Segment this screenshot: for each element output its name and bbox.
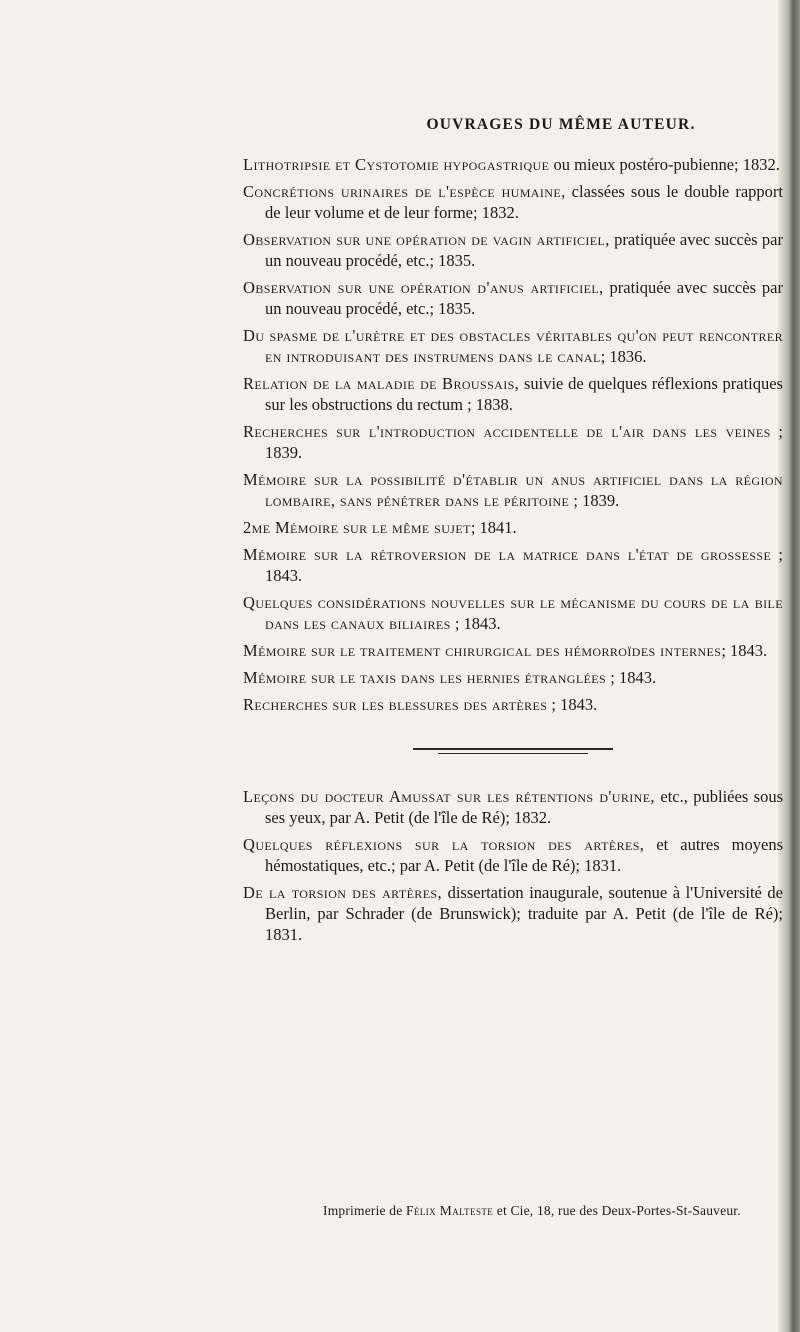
- work-details: ou mieux postéro-pubienne; 1832.: [549, 155, 780, 174]
- work-details: ; 1843.: [265, 545, 783, 585]
- work-details: pratiquée avec succès par un nouveau procédé, etc.; 1835.: [265, 278, 783, 318]
- related-works-list: [243, 786, 783, 951]
- work-entry: [243, 517, 783, 538]
- work-heading: Recherches sur les blessures des artères: [243, 695, 548, 714]
- divider-line-thick: [413, 748, 613, 750]
- work-heading: Observation sur une opération d'anus artificiel,: [243, 278, 604, 297]
- work-entry: [243, 640, 783, 661]
- work-heading: Relation de la maladie de Broussais,: [243, 374, 520, 393]
- work-heading: Du spasme de l'urètre et des obstacles véritables qu'on peut rencontrer en introduisant des instrumens dans le canal: [243, 326, 783, 366]
- work-heading: Mémoire sur la possibilité d'établir un anus artificiel dans la région lombaire, sans pénétrer dans le péritoine: [243, 470, 783, 510]
- printer-imprint: [323, 1203, 800, 1219]
- work-details: ; 1843.: [547, 695, 598, 714]
- work-heading: Quelques considérations nouvelles sur le mécanisme du cours de la bile dans les canaux biliaires: [243, 593, 783, 633]
- work-heading: Leçons du docteur Amussat sur les rétentions d'urine,: [243, 787, 655, 806]
- work-entry: [243, 229, 783, 271]
- work-heading: Quelques réflexions sur la torsion des artères,: [243, 835, 645, 854]
- work-entry: [243, 544, 783, 586]
- work-details: ; 1843.: [450, 614, 501, 633]
- works-list: [243, 154, 783, 721]
- work-details: ; 1843.: [606, 668, 657, 687]
- work-details: ; 1836.: [600, 347, 647, 366]
- work-heading: Observation sur une opération de vagin artificiel,: [243, 230, 610, 249]
- work-details: et autres moyens hémostatiques, etc.; par A. Petit (de l'île de Ré); 1831.: [265, 835, 783, 875]
- work-details: suivie de quelques réflexions pratiques sur les obstructions du rectum ; 1838.: [265, 374, 783, 414]
- imprint-printer: Félix Malteste: [406, 1203, 494, 1218]
- work-entry: [243, 694, 783, 715]
- work-details: dissertation inaugurale, soutenue à l'Université de Berlin, par Schrader (de Brunswick); traduite par A. Petit (de l'île de Ré); 1831.: [265, 883, 784, 944]
- work-entry: [243, 277, 783, 319]
- work-details: pratiquée avec succès par un nouveau procédé, etc.; 1835.: [265, 230, 783, 270]
- divider-line-thin: [438, 753, 588, 754]
- work-entry: [243, 469, 783, 511]
- page-title: OUVRAGES DU MÊME AUTEUR.: [426, 116, 696, 133]
- work-details: ; 1839.: [569, 491, 620, 510]
- work-details: ; 1843.: [721, 641, 768, 660]
- work-heading: Concrétions urinaires de l'espèce humaine,: [243, 182, 566, 201]
- imprint-suffix: et Cie, 18, rue des Deux-Portes-St-Sauveur.: [493, 1203, 741, 1218]
- work-heading: De la torsion des artères,: [243, 883, 443, 902]
- work-heading: Mémoire sur le traitement chirurgical des hémorroïdes internes: [243, 641, 722, 660]
- work-entry: [243, 592, 783, 634]
- work-entry: [243, 325, 783, 367]
- work-entry: [243, 667, 783, 688]
- work-heading: Mémoire sur le taxis dans les hernies étranglées: [243, 668, 607, 687]
- work-heading: Lithotripsie et Cystotomie hypogastrique: [243, 155, 550, 174]
- work-entry: [243, 373, 783, 415]
- section-divider: [413, 748, 613, 754]
- work-entry: [243, 154, 783, 175]
- work-entry: [243, 181, 783, 223]
- work-details: etc., publiées sous ses yeux, par A. Petit (de l'île de Ré); 1832.: [265, 787, 783, 827]
- work-entry: [243, 421, 783, 463]
- imprint-prefix: Imprimerie de: [323, 1203, 407, 1218]
- related-work-entry: [243, 786, 783, 828]
- work-details: ; 1839.: [265, 422, 783, 462]
- work-heading: Mémoire sur la rétroversion de la matrice dans l'état de grossesse: [243, 545, 772, 564]
- work-details: ; 1841.: [470, 518, 517, 537]
- related-work-entry: [243, 882, 783, 945]
- related-work-entry: [243, 834, 783, 876]
- work-heading: Recherches sur l'introduction accidentelle de l'air dans les veines: [243, 422, 771, 441]
- work-heading: 2me Mémoire sur le même sujet: [243, 518, 471, 537]
- work-details: classées sous le double rapport de leur volume et de leur forme; 1832.: [265, 182, 783, 222]
